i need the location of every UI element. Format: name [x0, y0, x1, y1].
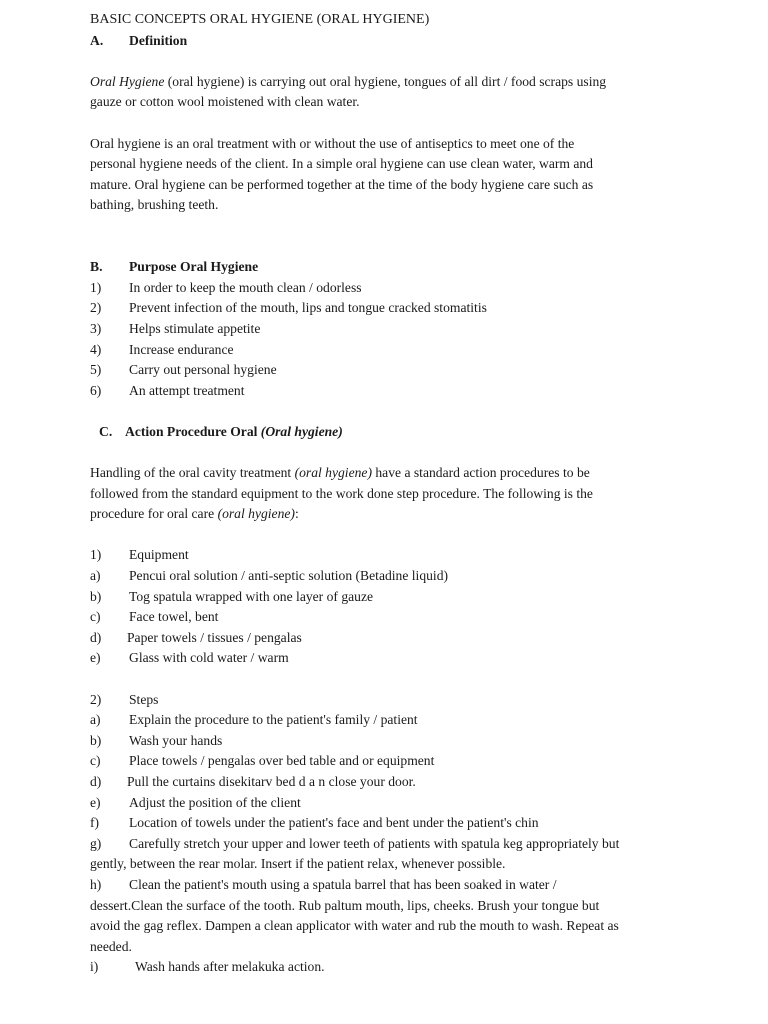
equipment-item — [90, 628, 690, 649]
equipment-item — [90, 607, 690, 628]
list-number: 2) — [90, 691, 102, 707]
section-c-marker: C. — [99, 423, 113, 439]
list-number: 2) — [90, 300, 102, 316]
equipment-item — [90, 648, 690, 669]
list-text: Pencui oral solution / anti-septic solution (Betadine liquid) — [129, 568, 449, 584]
list-letter: e) — [90, 794, 101, 810]
list-text: Explain the procedure to the patient's family / patient — [129, 712, 418, 728]
list-text: Helps stimulate appetite — [129, 320, 261, 336]
list-text: Carefully stretch your upper and lower teeth of patients with spatula keg appropriately but — [129, 835, 620, 851]
definition-paragraph-2-line: mature. Oral hygiene can be performed together at the time of the body hygiene care such as — [90, 176, 594, 192]
equipment-item — [90, 587, 690, 608]
list-letter: d) — [90, 773, 102, 789]
definition-term: Oral Hygiene — [90, 73, 165, 89]
step-item-continuation: dessert.Clean the surface of the tooth. Rub paltum mouth, lips, cheeks. Brush your tongue but — [90, 897, 600, 913]
step-item — [90, 772, 690, 793]
list-text: Carry out personal hygiene — [129, 362, 277, 378]
purpose-list-item — [90, 319, 690, 340]
section-a-marker: A. — [90, 32, 104, 48]
list-letter: c) — [90, 609, 101, 625]
step-item — [90, 731, 690, 752]
list-text: Location of towels under the patient's face and bent under the patient's chin — [129, 815, 539, 831]
step-item — [90, 875, 690, 896]
equipment-heading — [90, 545, 690, 566]
list-text: Face towel, bent — [129, 609, 219, 625]
list-text: Adjust the position of the client — [129, 794, 301, 810]
intro-text: have a standard action procedures to be — [371, 465, 590, 481]
list-letter: e) — [90, 650, 101, 666]
list-text: In order to keep the mouth clean / odorless — [129, 279, 362, 295]
list-text: Prevent infection of the mouth, lips and tongue cracked stomatitis — [129, 300, 487, 316]
section-a-heading — [90, 31, 690, 52]
section-b-title: Purpose Oral Hygiene — [129, 259, 259, 275]
list-number: 5) — [90, 362, 102, 378]
definition-paragraph-2-line: bathing, brushing teeth. — [90, 197, 219, 213]
list-text: Equipment — [129, 547, 189, 563]
list-text: Tog spatula wrapped with one layer of gauze — [129, 588, 374, 604]
intro-italic: (oral hygiene) — [217, 506, 295, 522]
list-letter: g) — [90, 835, 102, 851]
list-number: 6) — [90, 382, 102, 398]
purpose-list-item — [90, 381, 690, 402]
steps-heading — [90, 690, 690, 711]
list-letter: i) — [90, 959, 99, 975]
list-text: Glass with cold water / warm — [129, 650, 289, 666]
equipment-item — [90, 566, 690, 587]
procedure-intro-line — [90, 463, 690, 484]
list-letter: d) — [90, 629, 102, 645]
step-item-continuation: needed. — [90, 938, 132, 954]
section-b-heading — [90, 257, 690, 278]
list-text: Wash hands after melakuka action. — [135, 959, 325, 975]
procedure-intro-line — [90, 504, 690, 525]
section-a-title: Definition — [129, 32, 188, 48]
list-text: Paper towels / tissues / pengalas — [127, 629, 302, 645]
list-text: Clean the patient's mouth using a spatula barrel that has been soaked in water / — [129, 876, 557, 892]
intro-italic: (oral hygiene) — [294, 465, 372, 481]
list-letter: a) — [90, 712, 101, 728]
list-text: Place towels / pengalas over bed table and or equipment — [129, 753, 435, 769]
section-c-heading — [90, 422, 690, 443]
list-number: 3) — [90, 320, 102, 336]
procedure-intro-line: followed from the standard equipment to the work done step procedure. The following is the — [90, 485, 593, 501]
intro-text: : — [294, 506, 299, 522]
list-letter: a) — [90, 568, 101, 584]
section-c-title-italic: (Oral hygiene) — [260, 423, 343, 439]
step-item-continuation: gently, between the rear molar. Insert if the patient relax, whenever possible. — [90, 856, 506, 872]
step-item — [90, 834, 690, 855]
step-item — [90, 957, 690, 978]
document-page — [90, 10, 690, 978]
list-text: Steps — [129, 691, 159, 707]
purpose-list-item — [90, 340, 690, 361]
list-letter: f) — [90, 815, 100, 831]
purpose-list-item — [90, 298, 690, 319]
step-item-continuation: avoid the gag reflex. Dampen a clean applicator with water and rub the mouth to wash. Repeat as — [90, 918, 619, 934]
purpose-list-item — [90, 278, 690, 299]
step-item — [90, 751, 690, 772]
step-item — [90, 813, 690, 834]
list-text: An attempt treatment — [129, 382, 245, 398]
document-title: BASIC CONCEPTS ORAL HYGIENE (ORAL HYGIENE) — [90, 12, 430, 27]
intro-text: procedure for oral care — [90, 506, 218, 522]
section-b-marker: B. — [90, 259, 103, 275]
list-number: 4) — [90, 341, 102, 357]
list-number: 1) — [90, 547, 102, 563]
list-letter: b) — [90, 588, 102, 604]
definition-paragraph-2-line: personal hygiene needs of the client. In a simple oral hygiene can use clean water, warm and — [90, 156, 593, 172]
step-item — [90, 793, 690, 814]
section-c-title: Action Procedure Oral — [125, 423, 261, 439]
definition-paragraph-line — [90, 72, 690, 93]
list-letter: b) — [90, 732, 102, 748]
intro-text: Handling of the oral cavity treatment — [90, 465, 295, 481]
list-letter: c) — [90, 753, 101, 769]
list-text: Increase endurance — [129, 341, 234, 357]
list-number: 1) — [90, 279, 102, 295]
list-letter: h) — [90, 876, 102, 892]
step-item — [90, 710, 690, 731]
definition-paragraph-line: gauze or cotton wool moistened with clean water. — [90, 94, 360, 110]
list-text: Wash your hands — [129, 732, 223, 748]
definition-paragraph-2-line: Oral hygiene is an oral treatment with or without the use of antiseptics to meet one of the — [90, 135, 575, 151]
definition-text: (oral hygiene) is carrying out oral hygiene, tongues of all dirt / food scraps using — [164, 73, 607, 89]
purpose-list-item — [90, 360, 690, 381]
list-text: Pull the curtains disekitarv bed d a n close your door. — [127, 773, 416, 789]
